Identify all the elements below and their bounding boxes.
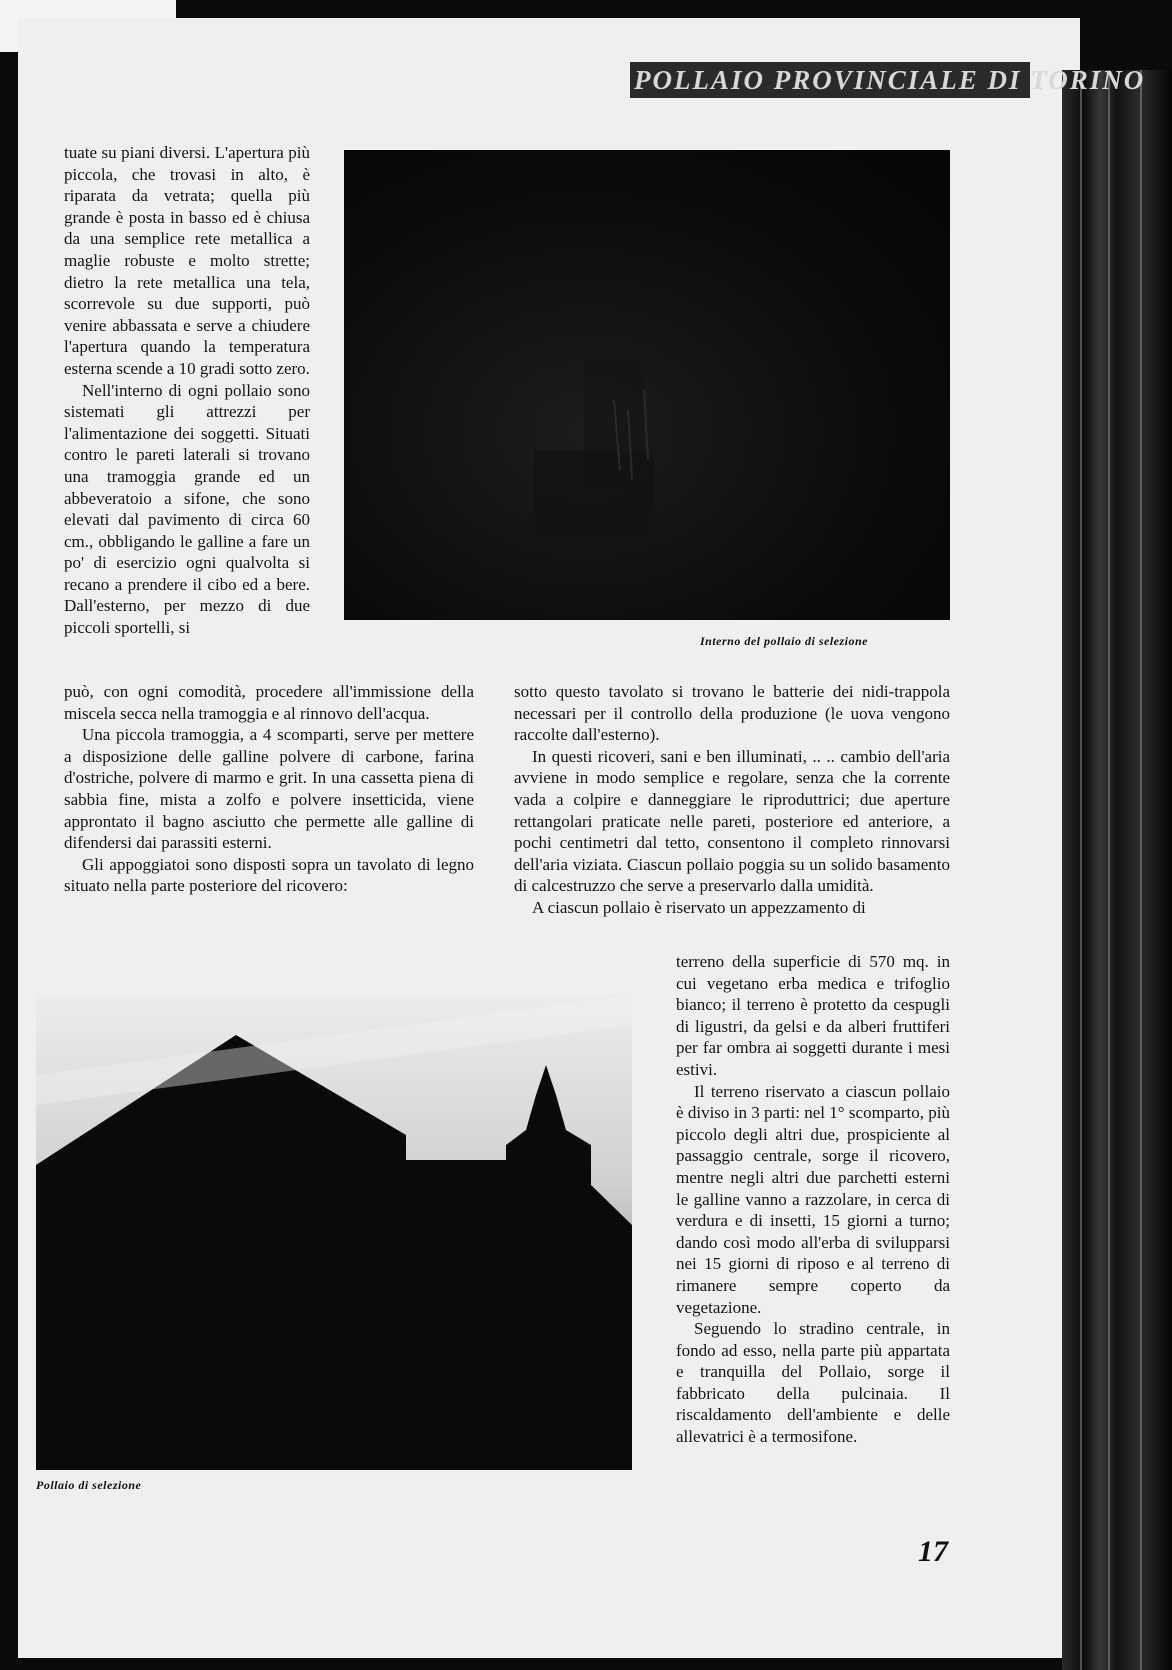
running-header: [630, 62, 1146, 98]
binding-line: [1140, 70, 1142, 1670]
paragraph: Il terreno riservato a ciascun pollaio è diviso in 3 parti: nel 1° scomparto, più piccolo degli altri due, prospiciente al passaggio centrale, sorge il ricovero, mentre negli altri due parchetti esterni le galline vanno a razzolare, in cerca di verdura e di insetti, 15 giorni a turno; dando così modo all'erba di svilupparsi nei 15 giorni di riposo e al terreno di rimanere sempre coperto da vegetazione.: [676, 1081, 950, 1317]
paragraph: può, con ogni comodità, procedere all'immissione della miscela secca nella tramoggia e al rinnovo dell'acqua.: [64, 682, 474, 723]
caption-interior: Interno del pollaio di selezione: [700, 634, 869, 648]
page-number: 17: [918, 1535, 948, 1568]
photo-interior-image: [344, 150, 950, 620]
photo-interior-henhouse: [344, 150, 950, 620]
binding-line: [1108, 70, 1110, 1670]
paragraph: Seguendo lo stradino centrale, in fondo ad esso, nella parte più appartata e tranquilla del Pollaio, sorge il fabbricato della pulcinaia. Il riscaldamento dell'ambiente e delle allevatrici è a termosifone.: [676, 1319, 950, 1447]
paragraph: Gli appoggiatoi sono disposti sopra un tavolato di legno situato nella parte posteriore del ricovero:: [64, 854, 474, 896]
left-wide-text: [64, 681, 474, 897]
paragraph: In questi ricoveri, sani e ben illuminati, .. .. cambio dell'aria avviene in modo semplice e regolare, senza che la corrente vada a colpire e danneggiare le riproduttrici; due aperture rettangolari praticate nelle pareti, posteriore ed anteriore, a pochi centimetri dal tetto, consentono il completo rinnovarsi dell'aria viziata. Ciascun pollaio poggia su un solido basamento di calcestruzzo che serve a preservarlo dalla umidità.: [514, 746, 950, 896]
paragraph: sotto questo tavolato si trovano le batterie dei nidi-trappola necessari per il controllo della produzione (le uova vengono raccolte dall'esterno).: [514, 682, 950, 745]
caption-exterior: Pollaio di selezione: [36, 1478, 142, 1492]
paragraph: Una piccola tramoggia, a 4 scomparti, serve per mettere a disposizione delle galline polvere di carbone, farina d'ostriche, polvere di marmo e grit. In una cassetta piena di sabbia fine, mista a zolfo e polvere insetticida, viene approntato il bagno asciutto che permette alle galline di difendersi dai parassiti esterni.: [64, 725, 474, 853]
photo-exterior-henhouse: [36, 995, 632, 1470]
paragraph: Nell'interno di ogni pollaio sono sistemati gli attrezzi per l'alimentazione dei soggetti. Situati contro le pareti laterali si trovano una tramoggia grande ed un abbeveratoio a sifone, che sono elevati dal pavimento di circa 60 cm., obbligando le galline a fare un po' di esercizio ogni qualvolta si recano a prendere il cibo ed a bere. Dall'esterno, per mezzo di due piccoli sportelli, si: [64, 380, 310, 638]
paragraph: terreno della superficie di 570 mq. in cui vegetano erba medica e trifoglio bianco; il terreno è protetto da cespugli di ligustri, da gelsi e da alberi fruttiferi per far ombra ai soggetti durante i mesi estivi.: [676, 952, 950, 1079]
photo-exterior-image: [36, 995, 632, 1470]
right-narrow-text: [676, 951, 950, 1448]
right-column-text: [514, 681, 950, 919]
binding-line: [1080, 70, 1082, 1670]
paragraph: A ciascun pollaio è riservato un appezzamento di: [532, 897, 866, 917]
book-binding: [1062, 70, 1172, 1670]
running-title: POLLAIO PROVINCIALE DI TORINO: [634, 65, 1146, 95]
left-column-text: [64, 142, 310, 639]
paragraph: tuate su piani diversi. L'apertura più piccola, che trovasi in alto, è riparata da vetrata; quella più grande è posta in basso ed è chiusa da una semplice rete metallica a maglie robuste e molto strette; dietro la rete metallica una tela, scorrevole su due supporti, può venire abbassata e serve a chiudere l'apertura quando la temperatura esterna scende a 10 gradi sotto zero.: [64, 143, 310, 378]
